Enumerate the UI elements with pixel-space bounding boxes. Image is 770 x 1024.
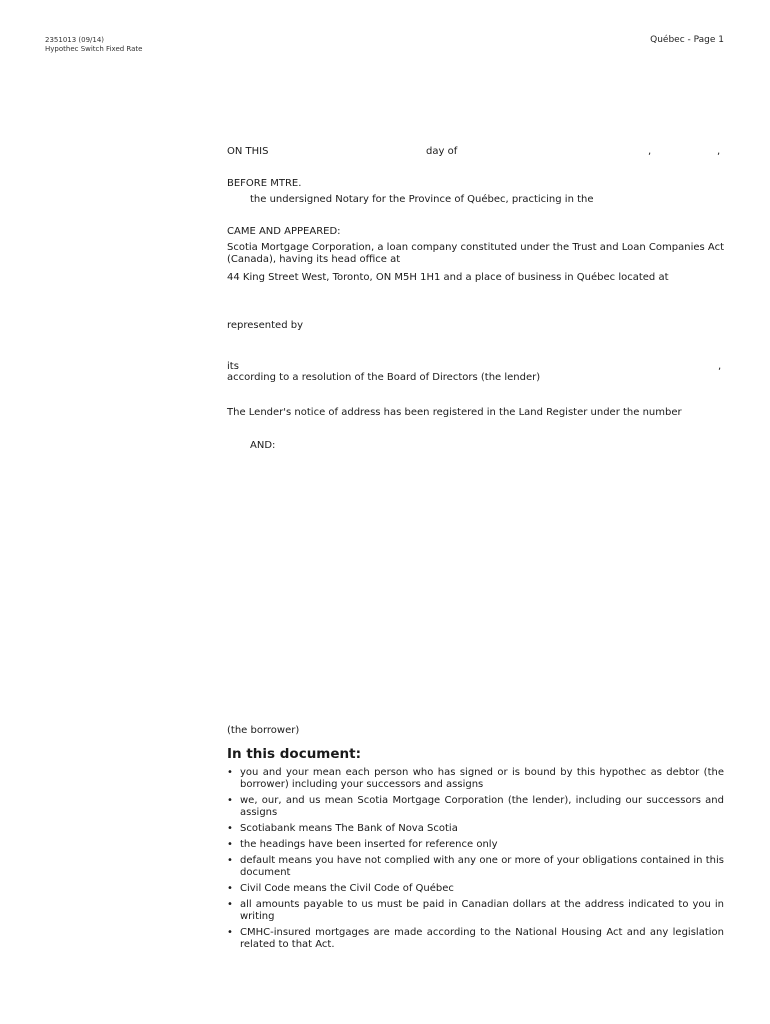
definition-item: [227, 839, 724, 851]
date-comma-1: ,: [648, 146, 652, 157]
form-identifier: [45, 36, 142, 54]
definition-item: [227, 899, 724, 923]
definition-text: the headings have been inserted for reference only: [240, 839, 498, 850]
before-notary-label: BEFORE MTRE.: [227, 178, 302, 189]
bullet-icon: •: [227, 899, 233, 910]
lender-description: Scotia Mortgage Corporation, a loan company constituted under the Trust and Loan Companies Act (Canada), having its head office at: [227, 242, 724, 265]
definition-text: you and your mean each person who has signed or is bound by this hypothec as debtor (the borrower) including your successors and assigns: [240, 767, 724, 790]
definitions-list: [227, 767, 724, 955]
definition-item: [227, 883, 724, 895]
definition-text: we, our, and us mean Scotia Mortgage Corporation (the lender), including our successors and assigns: [240, 795, 724, 818]
notary-text: the undersigned Notary for the Province of Québec, practicing in the: [250, 194, 594, 205]
definition-item: [227, 823, 724, 835]
definition-text: all amounts payable to us must be paid in Canadian dollars at the address indicated to you in writing: [240, 899, 724, 922]
definition-item: [227, 855, 724, 879]
borrower-label: (the borrower): [227, 725, 300, 736]
page-label: Québec - Page 1: [650, 35, 724, 45]
definition-text: CMHC-insured mortgages are made according to the National Housing Act and any legislation related to that Act.: [240, 927, 724, 950]
definitions-heading: In this document:: [227, 746, 361, 762]
its-label: its: [227, 361, 239, 372]
bullet-icon: •: [227, 855, 233, 866]
bullet-icon: •: [227, 927, 233, 938]
board-resolution-text: according to a resolution of the Board of Directors (the lender): [227, 372, 541, 383]
land-register-notice: The Lender's notice of address has been registered in the Land Register under the number: [227, 407, 682, 418]
definition-item: [227, 767, 724, 791]
on-this-label: ON THIS: [227, 146, 269, 157]
bullet-icon: •: [227, 795, 233, 806]
form-number: 2351013 (09/14): [45, 36, 105, 44]
definition-item: [227, 927, 724, 951]
definition-text: default means you have not complied with any one or more of your obligations contained in this document: [240, 855, 724, 878]
definition-text: Scotiabank means The Bank of Nova Scotia: [240, 823, 458, 834]
definition-text: Civil Code means the Civil Code of Québec: [240, 883, 454, 894]
and-label: AND:: [250, 440, 276, 451]
bullet-icon: •: [227, 839, 233, 850]
opening-line: [227, 146, 724, 158]
day-of-label: day of: [426, 146, 458, 157]
bullet-icon: •: [227, 823, 233, 834]
bullet-icon: •: [227, 883, 233, 894]
its-comma: ,: [718, 361, 722, 372]
lender-address: 44 King Street West, Toronto, ON M5H 1H1 and a place of business in Québec located at: [227, 272, 669, 283]
represented-by-label: represented by: [227, 320, 304, 331]
came-appeared-label: CAME AND APPEARED:: [227, 226, 341, 237]
definition-item: [227, 795, 724, 819]
date-comma-2: ,: [717, 146, 721, 157]
bullet-icon: •: [227, 767, 233, 778]
form-name: Hypothec Switch Fixed Rate: [45, 45, 143, 53]
